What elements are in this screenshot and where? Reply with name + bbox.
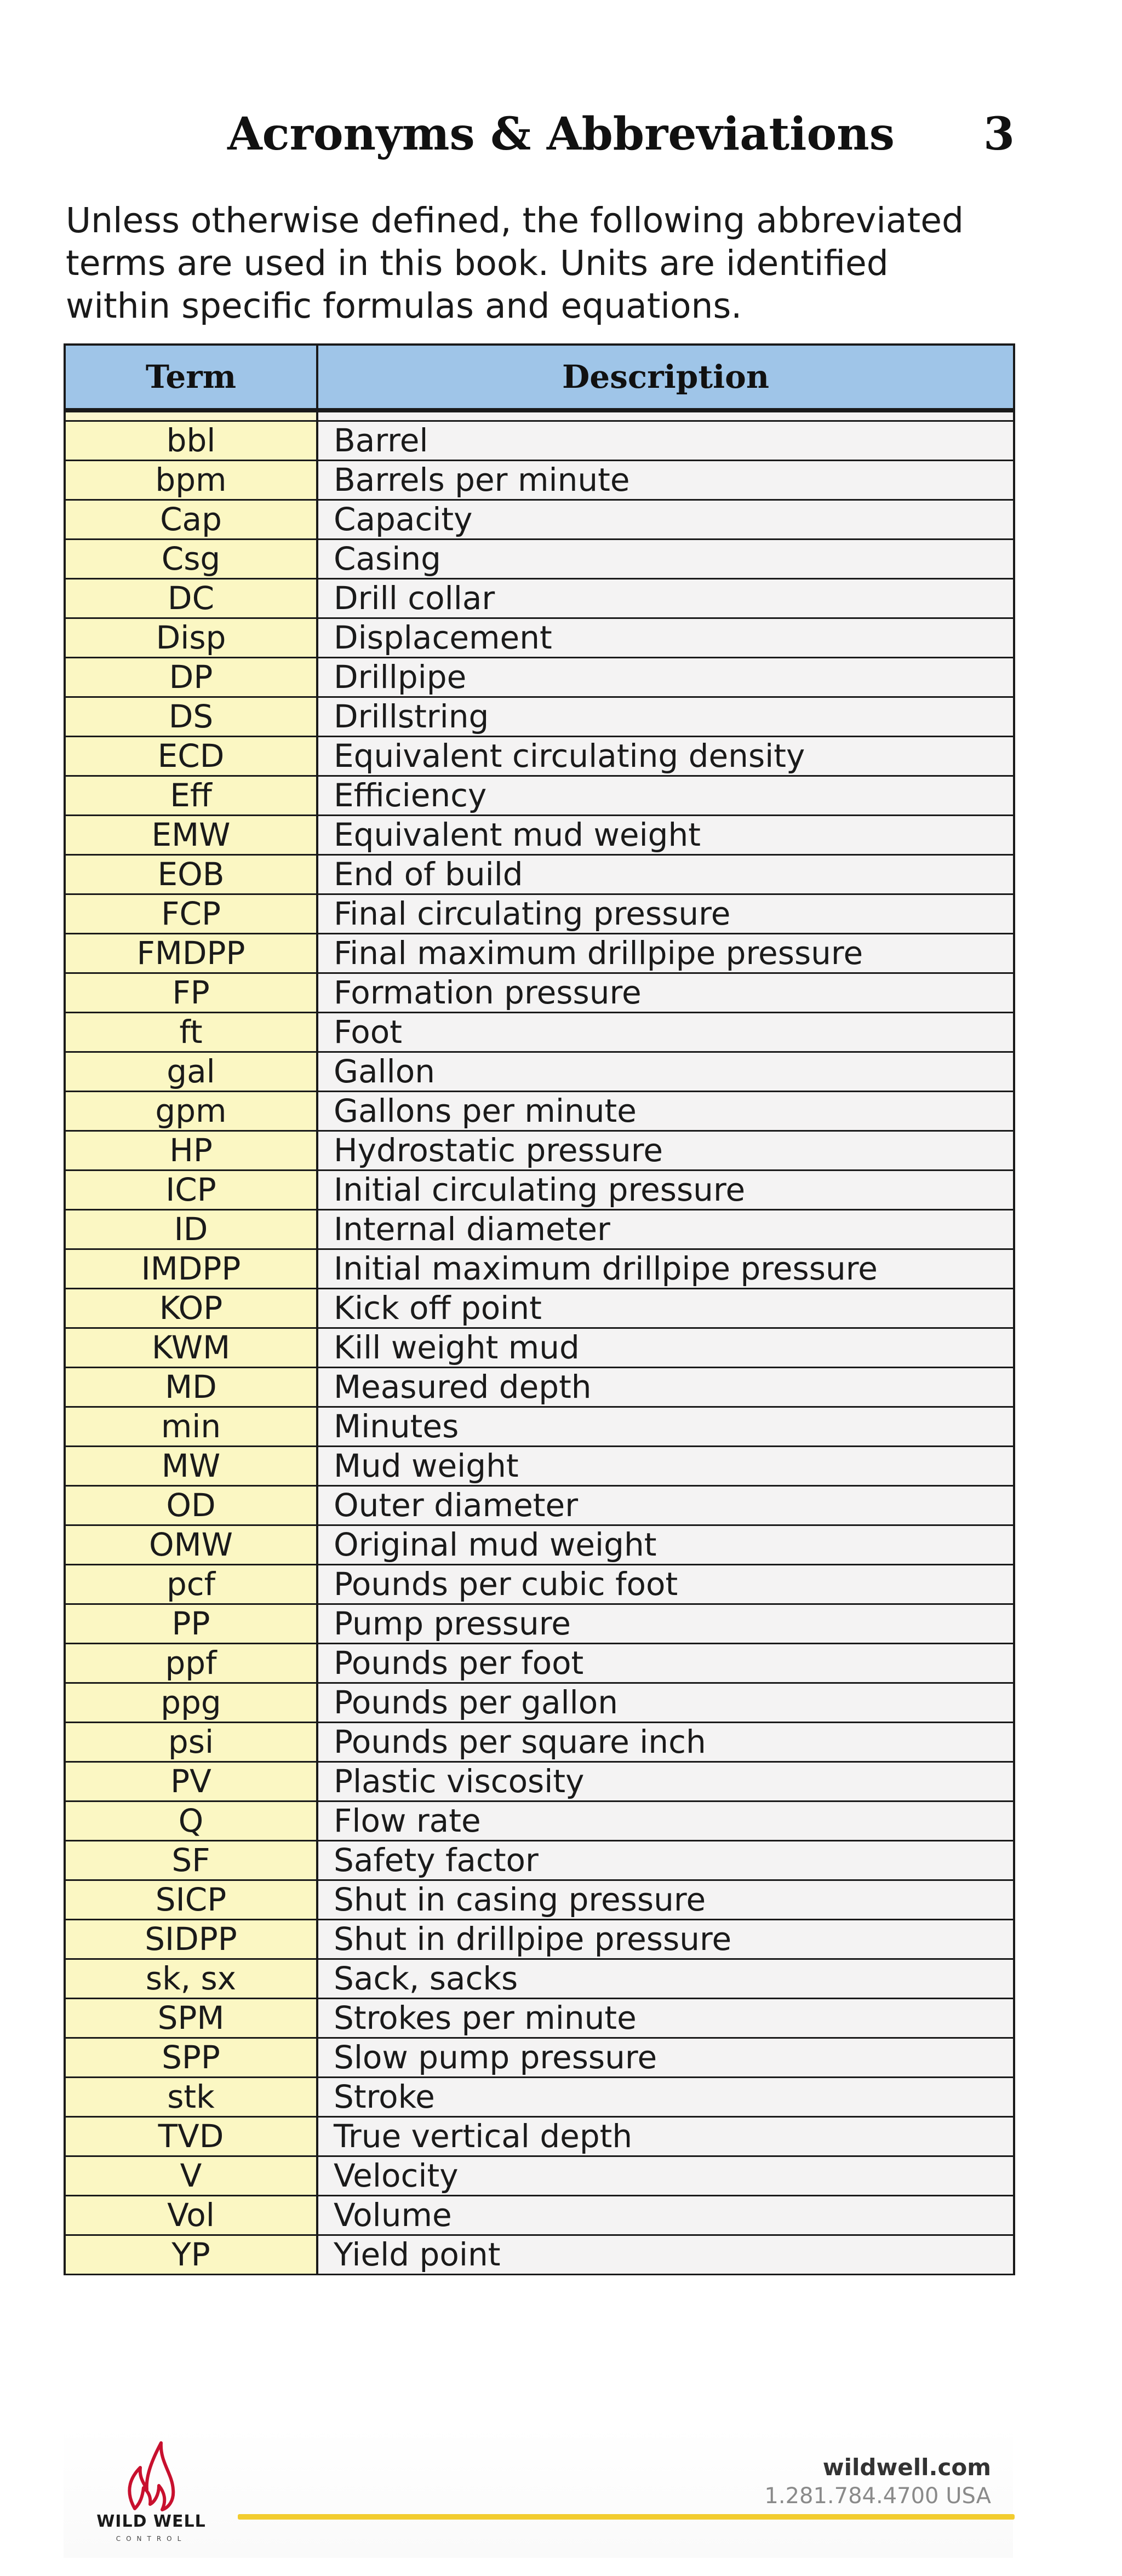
table-row <box>65 1092 1014 1131</box>
table-body <box>65 410 1014 2275</box>
description-cell: Casing <box>317 540 1014 579</box>
page-number: 3 <box>983 108 1015 160</box>
description-cell: Minutes <box>317 1407 1014 1447</box>
description-cell: Measured depth <box>317 1368 1014 1407</box>
page-header <box>0 101 1122 167</box>
description-cell: Equivalent mud weight <box>317 816 1014 855</box>
description-cell: Drillpipe <box>317 658 1014 697</box>
table-row <box>65 855 1014 894</box>
description-cell: Initial circulating pressure <box>317 1171 1014 1210</box>
term-cell: DC <box>65 579 317 618</box>
table-row <box>65 1802 1014 1841</box>
table-row <box>65 579 1014 618</box>
intro-paragraph: Unless otherwise defined, the following abbreviated terms are used in this book. Units are identified within specific formulas and equations. <box>66 200 964 326</box>
company-logo <box>85 2437 217 2547</box>
term-cell: SF <box>65 1841 317 1880</box>
description-cell: Shut in drillpipe pressure <box>317 1920 1014 1959</box>
term-cell: Csg <box>65 540 317 579</box>
table-row <box>65 1841 1014 1880</box>
table-row <box>65 421 1014 461</box>
table-row <box>65 1013 1014 1052</box>
table-row <box>65 697 1014 737</box>
term-cell: PV <box>65 1762 317 1802</box>
term-cell: EOB <box>65 855 317 894</box>
spacer-cell <box>317 410 1014 421</box>
term-cell: OD <box>65 1486 317 1525</box>
table-row <box>65 1328 1014 1368</box>
description-cell: Kill weight mud <box>317 1328 1014 1368</box>
description-cell: Yield point <box>317 2235 1014 2275</box>
table-row <box>65 1762 1014 1802</box>
table-row <box>65 461 1014 500</box>
page-footer <box>64 2426 1013 2558</box>
description-cell: Stroke <box>317 2078 1014 2117</box>
description-cell: Capacity <box>317 500 1014 540</box>
table-row <box>65 540 1014 579</box>
term-cell: FMDPP <box>65 934 317 973</box>
term-cell: gal <box>65 1052 317 1092</box>
table-header-row <box>65 345 1014 410</box>
term-cell: SIDPP <box>65 1920 317 1959</box>
description-cell: Barrel <box>317 421 1014 461</box>
table-row <box>65 1880 1014 1920</box>
term-cell: gpm <box>65 1092 317 1131</box>
description-cell: Strokes per minute <box>317 1999 1014 2038</box>
description-cell: Mud weight <box>317 1447 1014 1486</box>
table-row <box>65 1289 1014 1328</box>
term-cell: Vol <box>65 2196 317 2235</box>
description-cell: Initial maximum drillpipe pressure <box>317 1249 1014 1289</box>
table-row <box>65 500 1014 540</box>
term-cell: ID <box>65 1210 317 1249</box>
description-cell: Displacement <box>317 618 1014 658</box>
term-cell: EMW <box>65 816 317 855</box>
table-row <box>65 776 1014 816</box>
term-cell: OMW <box>65 1525 317 1565</box>
table-row <box>65 1447 1014 1486</box>
term-cell: stk <box>65 2078 317 2117</box>
term-cell: FP <box>65 973 317 1013</box>
phone-text: 1.281.784.4700 USA <box>764 2483 991 2509</box>
term-cell: ECD <box>65 737 317 776</box>
description-cell: Drill collar <box>317 579 1014 618</box>
table-row <box>65 1052 1014 1092</box>
table-row <box>65 1249 1014 1289</box>
description-cell: Hydrostatic pressure <box>317 1131 1014 1171</box>
spacer-cell <box>65 410 317 421</box>
table-row <box>65 1959 1014 1999</box>
table-row <box>65 1407 1014 1447</box>
description-cell: Slow pump pressure <box>317 2038 1014 2078</box>
flame-logo-icon <box>118 2437 184 2514</box>
description-column-header: Description <box>317 345 1014 410</box>
term-cell: Disp <box>65 618 317 658</box>
table-row <box>65 2235 1014 2275</box>
term-cell: PP <box>65 1604 317 1644</box>
abbreviations-table <box>64 343 1015 2275</box>
table-row <box>65 1368 1014 1407</box>
term-cell: FCP <box>65 894 317 934</box>
term-cell: DS <box>65 697 317 737</box>
description-cell: Volume <box>317 2196 1014 2235</box>
description-cell: Shut in casing pressure <box>317 1880 1014 1920</box>
table-row <box>65 1920 1014 1959</box>
description-cell: Plastic viscosity <box>317 1762 1014 1802</box>
description-cell: Pounds per square inch <box>317 1723 1014 1762</box>
description-cell: Velocity <box>317 2156 1014 2196</box>
description-cell: Safety factor <box>317 1841 1014 1880</box>
term-cell: DP <box>65 658 317 697</box>
description-cell: Final circulating pressure <box>317 894 1014 934</box>
description-cell: True vertical depth <box>317 2117 1014 2156</box>
table-row <box>65 1604 1014 1644</box>
description-cell: Gallons per minute <box>317 1092 1014 1131</box>
term-cell: psi <box>65 1723 317 1762</box>
logo-subtext: CONTROL <box>116 2535 187 2543</box>
term-cell: HP <box>65 1131 317 1171</box>
term-cell: IMDPP <box>65 1249 317 1289</box>
table-row <box>65 1723 1014 1762</box>
term-cell: MW <box>65 1447 317 1486</box>
description-cell: Equivalent circulating density <box>317 737 1014 776</box>
table-row <box>65 1683 1014 1723</box>
table-row <box>65 1210 1014 1249</box>
description-cell: Internal diameter <box>317 1210 1014 1249</box>
table-spacer-row <box>65 410 1014 421</box>
term-cell: V <box>65 2156 317 2196</box>
description-cell: Flow rate <box>317 1802 1014 1841</box>
term-cell: Q <box>65 1802 317 1841</box>
term-cell: ppg <box>65 1683 317 1723</box>
term-cell: KWM <box>65 1328 317 1368</box>
table-row <box>65 894 1014 934</box>
term-cell: pcf <box>65 1565 317 1604</box>
accent-divider <box>238 2514 1015 2520</box>
table-row <box>65 2117 1014 2156</box>
description-cell: Original mud weight <box>317 1525 1014 1565</box>
description-cell: Pounds per cubic foot <box>317 1565 1014 1604</box>
term-cell: ppf <box>65 1644 317 1683</box>
table-row <box>65 1486 1014 1525</box>
website-text: wildwell.com <box>822 2454 991 2481</box>
table-row <box>65 737 1014 776</box>
description-cell: Drillstring <box>317 697 1014 737</box>
term-cell: SPM <box>65 1999 317 2038</box>
term-cell: min <box>65 1407 317 1447</box>
description-cell: Sack, sacks <box>317 1959 1014 1999</box>
table-row <box>65 2156 1014 2196</box>
table-row <box>65 1644 1014 1683</box>
term-cell: bbl <box>65 421 317 461</box>
description-cell: Formation pressure <box>317 973 1014 1013</box>
table-row <box>65 1525 1014 1565</box>
table-row <box>65 1565 1014 1604</box>
table-row <box>65 2038 1014 2078</box>
logo-wordmark: WILD WELL <box>96 2512 206 2531</box>
description-cell: Outer diameter <box>317 1486 1014 1525</box>
description-cell: Kick off point <box>317 1289 1014 1328</box>
description-cell: Barrels per minute <box>317 461 1014 500</box>
description-cell: Gallon <box>317 1052 1014 1092</box>
term-cell: Eff <box>65 776 317 816</box>
term-cell: SPP <box>65 2038 317 2078</box>
description-cell: Pump pressure <box>317 1604 1014 1644</box>
table-row <box>65 973 1014 1013</box>
table-row <box>65 1171 1014 1210</box>
table-row <box>65 618 1014 658</box>
description-cell: Final maximum drillpipe pressure <box>317 934 1014 973</box>
table-row <box>65 658 1014 697</box>
term-cell: SICP <box>65 1880 317 1920</box>
table-row <box>65 1999 1014 2038</box>
term-column-header: Term <box>65 345 317 410</box>
table-row <box>65 816 1014 855</box>
table-row <box>65 2196 1014 2235</box>
term-cell: ICP <box>65 1171 317 1210</box>
description-cell: Pounds per gallon <box>317 1683 1014 1723</box>
table-row <box>65 934 1014 973</box>
term-cell: TVD <box>65 2117 317 2156</box>
table-row <box>65 1131 1014 1171</box>
term-cell: ft <box>65 1013 317 1052</box>
description-cell: End of build <box>317 855 1014 894</box>
term-cell: MD <box>65 1368 317 1407</box>
term-cell: YP <box>65 2235 317 2275</box>
term-cell: KOP <box>65 1289 317 1328</box>
term-cell: bpm <box>65 461 317 500</box>
table-row <box>65 2078 1014 2117</box>
term-cell: sk, sx <box>65 1959 317 1999</box>
description-cell: Efficiency <box>317 776 1014 816</box>
term-cell: Cap <box>65 500 317 540</box>
page-title: Acronyms & Abbreviations <box>227 108 895 160</box>
description-cell: Foot <box>317 1013 1014 1052</box>
description-cell: Pounds per foot <box>317 1644 1014 1683</box>
